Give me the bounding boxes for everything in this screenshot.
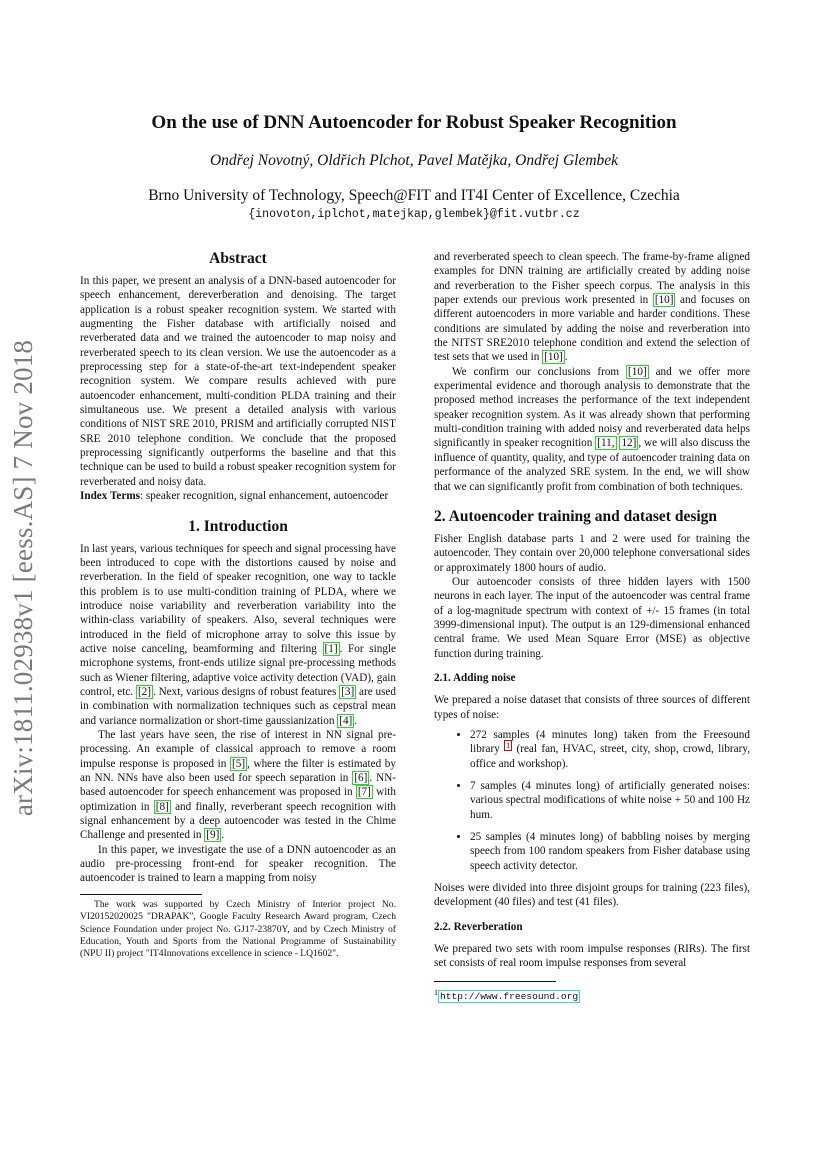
citation-link[interactable]: [6]	[354, 772, 368, 784]
intro-heading: 1. Introduction	[188, 517, 288, 535]
right-paragraph-2: We confirm our conclusions from [10] and we offer more experimental evidence and thorough analysis to demonstrate that the proposed method increases the performance of the text independent speaker recognition system. As it was already shown that performing multi-condition training with added noisy and reverberated data helps significantly in speaker recognition [11, 12] , we will also discuss the influence of quantity, quality, and type of autoencoder training data on performance of the analyzed SRE system. In the end, we will show that we can significantly profit from combination of both techniques.	[434, 365, 750, 493]
author-list: Ondřej Novotný, Oldřich Plchot, Pavel Matějka, Ondřej Glembek	[209, 152, 619, 169]
subsection-2-2-heading: 2.2. Reverberation	[434, 920, 523, 933]
citation-link[interactable]: [5]	[232, 757, 246, 770]
arxiv-id: arXiv:1811.02938v1 [eess.AS] 7 Nov 2018	[8, 339, 38, 817]
intro-paragraph-3: In this paper, we investigate the use of a DNN autoencoder as an audio pre-processing front-end for speaker recognition. The autoencoder is trained to learn a mapping from noisy	[80, 843, 396, 885]
list-item: • 25 samples (4 minutes long) of babbling noises by merging speech from 100 random speakers from Fisher database using speech activity detector.	[470, 830, 750, 873]
footnote-rule	[434, 981, 556, 982]
footnote-rule	[80, 894, 202, 895]
citation-link[interactable]: [2]	[137, 685, 151, 698]
section-2-paragraph-1: Fisher English database parts 1 and 2 were used for training the autoencoder. They contain over 20,000 telephone conversational sides or approximately 1800 hours of audio.	[434, 532, 750, 574]
right-paragraph-1: and reverberated speech to clean speech. The frame-by-frame aligned examples for DNN training are artificially created by adding noise and reverberation to the Fisher speech corpus. The analysis in this paper extends our previous work presented in [10] and focuses on different autoencoders in more variable and harder conditions. These conditions are simulated by adding the noise and reverberation into the NITST SRE2010 telephone condition and extend the selection of test sets that we used in [10] .	[434, 251, 750, 364]
funding-footnote: The work was supported by Czech Ministry of Interior project No. VI20152020025 "DRAPAK", Google Faculty Research Award program, Czech Science Foundation under project No. GJ17-23870Y, and by Czech Ministry of Education, Youth and Sports from the National Programme of Sustainability (NPU II) project "IT4Innovations excellence in science - LQ1602".	[80, 898, 396, 960]
citation-link[interactable]: 12]	[621, 437, 637, 450]
section-2-heading: 2. Autoencoder training and dataset design	[434, 507, 718, 525]
citation-link[interactable]: [1]	[324, 642, 338, 655]
affiliation: Brno University of Technology, Speech@FIT and IT4I Center of Excellence, Czechia	[148, 187, 680, 204]
freesound-link[interactable]: http://www.freesound.org	[440, 990, 579, 1002]
citation-link[interactable]: [10]	[628, 365, 647, 378]
citation-link[interactable]: [3]	[341, 685, 355, 698]
citation-link[interactable]: [4]	[339, 714, 353, 727]
intro-paragraph-2: The last years have seen, the rise of interest in NN signal pre-processing. An example of classical approach to remove a room impulse response is proposed in [5] , where the filter is estimated by an NN. NNs have also been used for speech separation in [6] . NN-based autoencoder for speech enhancement was proposed in [7] with optimization in [8] and finally, reverberant speech recognition with signal enhancement by a deep autoencoder was tested in the Chime Challenge and presented in [9] .	[80, 728, 397, 842]
noise-split: Noises were divided into three disjoint groups for training (223 files), development (40 files) and test (41 files).	[434, 882, 750, 909]
citation-link[interactable]: [11,	[597, 437, 615, 450]
noise-source-list	[434, 728, 750, 873]
index-terms-text: : speaker recognition, signal enhancement, autoencoder	[140, 490, 389, 503]
list-item: • 7 samples (4 minutes long) of artificially generated noises: various spectral modifications of white noise + 50 and 100 Hz hum.	[470, 779, 750, 822]
intro-paragraph-1: In last years, various techniques for speech and signal processing have been introduced to cope with the distortions caused by noise and reverberation. In the field of speaker recognition, one way to tackle this problem is to use multi-condition training of PLDA, where we introduce noise variability and reverberation variability into the within-class variability of speakers. Also, several techniques were introduced in the field of microphone array to solve this issue by active noise canceling, beamforming and filtering [1] . For single microphone systems, front-ends utilize signal pre-processing methods such as Wiener filtering, adaptive voice activity detection (VAD), gain control, etc. [2] . Next, various designs of robust features [3] are used in combination with normalization techniques such as cepstral mean and variance normalization or short-time gaussianization [4] .	[80, 542, 396, 727]
citation-link[interactable]: [8]	[155, 800, 169, 813]
citation-link[interactable]: [9]	[206, 829, 220, 842]
footnote-marker[interactable]: 1	[506, 740, 511, 750]
section-2-paragraph-2: Our autoencoder consists of three hidden layers with 1500 neurons in each layer. The input of the autoencoder was central frame of a log-magnitude spectrum with context of +/- 15 frames (in total 3999-dimensional input). The output is an 129-dimensional enhanced central frame. We used Mean Square Error (MSE) as objective function during training.	[434, 575, 750, 660]
citation-link[interactable]: [7]	[357, 786, 371, 799]
url-footnote: $^1$ http://www.freesound.org	[434, 987, 579, 1002]
index-terms-label: Index Terms	[80, 490, 140, 503]
citation-link[interactable]: [10]	[544, 351, 563, 364]
left-column	[80, 250, 396, 961]
abstract-heading: Abstract	[209, 250, 267, 267]
list-item: • 272 samples (4 minutes long) taken from the Freesound library $^1$ (real fan, HVAC, street, city, shop, crowd, library, office and workshop).	[470, 728, 750, 771]
subsection-2-1-heading: 2.1. Adding noise	[434, 671, 516, 684]
paper-title: On the use of DNN Autoencoder for Robust Speaker Recognition	[151, 112, 677, 133]
index-terms	[80, 489, 396, 503]
author-emails: {inovoton,iplchot,matejkap,glembek}@fit.vutbr.cz	[248, 208, 580, 221]
reverb-paragraph: We prepared two sets with room impulse responses (RIRs). The first set consists of real room impulse responses from several	[434, 943, 750, 970]
noise-intro: We prepared a noise dataset that consists of three sources of different types of noise:	[434, 694, 750, 721]
right-column	[434, 250, 750, 1004]
abstract-body: In this paper, we present an analysis of a DNN-based autoencoder for speech enhancement, dereverberation and denoising. The target application is a robust speaker recognition system. We started with augmenting the Fisher database with artificially noised and reverberated data and we trained the autoencoder to map noisy and reverberated speech to its clean version. We use the autoencoder as a preprocessing step for a state-of-the-art text-independent speaker recognition system. We compare results achieved with pure autoencoder enhancement, multi-condition PLDA training and their simultaneous use. We present a detailed analysis with various conditions of NIST SRE 2010, PRISM and artificially corrupted NIST SRE 2010 telephone condition. We conclude that the proposed preprocessing significantly outperforms the baseline and that this technique can be used to build a robust speaker recognition system for reverberated and noisy data.	[80, 275, 396, 488]
citation-link[interactable]: [10]	[654, 294, 674, 307]
